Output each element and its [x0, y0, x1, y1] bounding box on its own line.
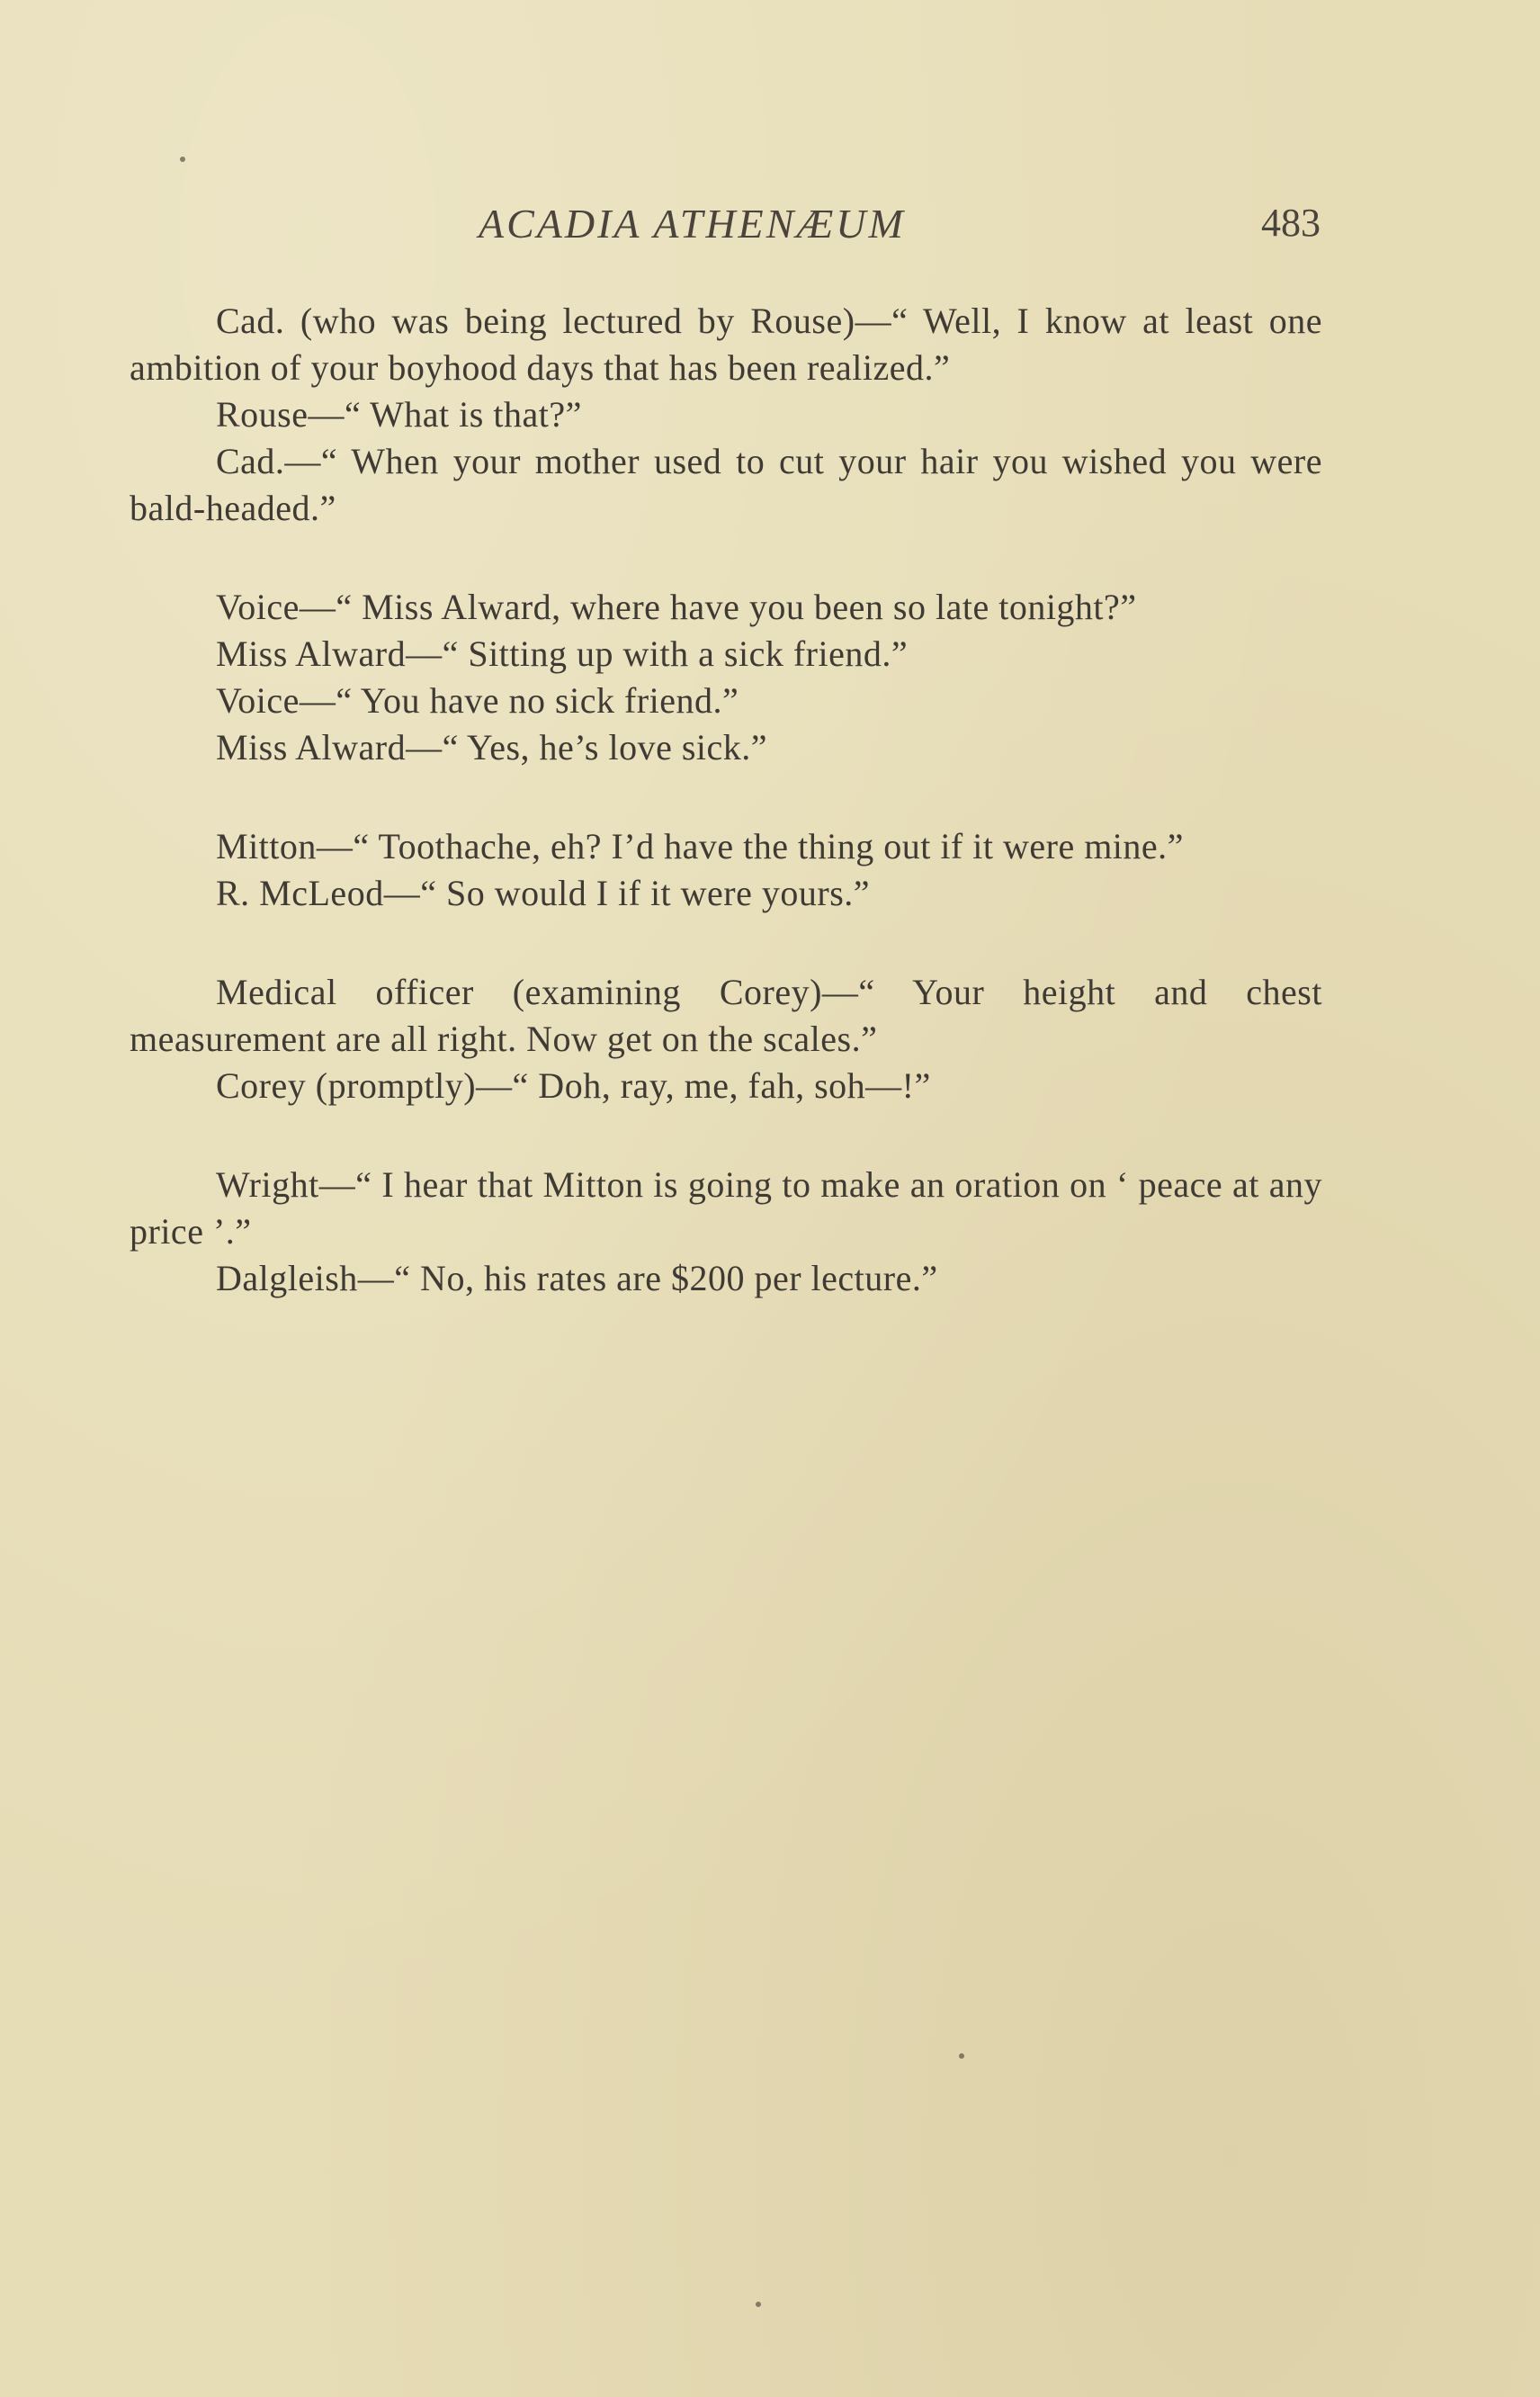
- paragraph-voice-late: Voice—“ Miss Alward, where have you been so late tonight?”: [216, 587, 1137, 627]
- paragraph-wright-oration: Wright—“ I hear that Mitton is going to make an oration on ‘ peace at any price ’.”: [130, 1164, 1322, 1252]
- paragraph-cad-bald: Cad.—“ When your mother used to cut your hair you wished you were bald-headed.”: [130, 441, 1322, 528]
- paragraph-corey-reply: Corey (promptly)—“ Doh, ray, me, fah, soh—!”: [216, 1065, 931, 1106]
- journal-title: ACADIA ATHENÆUM: [479, 201, 906, 247]
- page-body: [130, 298, 1322, 1302]
- paragraph-alward-love-sick: Miss Alward—“ Yes, he’s love sick.”: [216, 727, 768, 768]
- paragraph-medical-officer: Medical officer (examining Corey)—“ Your height and chest measurement are all right. Now get on the scales.”: [130, 972, 1322, 1059]
- paragraph-cad-ambition: Cad. (who was being lectured by Rouse)—“ Well, I know at least one ambition of your boyhood days that has been realized.”: [130, 301, 1322, 388]
- running-head: [0, 200, 1540, 263]
- page-number: 483: [1261, 201, 1321, 245]
- paragraph-alward-sick-friend: Miss Alward—“ Sitting up with a sick friend.”: [216, 633, 909, 674]
- paragraph-dalgleish-reply: Dalgleish—“ No, his rates are $200 per lecture.”: [216, 1258, 938, 1298]
- paper-speck: [180, 157, 185, 162]
- paragraph-voice-no-friend: Voice—“ You have no sick friend.”: [216, 680, 739, 721]
- paragraph-mcleod-reply: R. McLeod—“ So would I if it were yours.”: [216, 873, 871, 913]
- paper-speck: [959, 2053, 964, 2059]
- paragraph-mitton-toothache: Mitton—“ Toothache, eh? I’d have the thing out if it were mine.”: [216, 826, 1184, 866]
- paper-speck: [756, 2302, 761, 2307]
- paragraph-rouse-question: Rouse—“ What is that?”: [216, 394, 582, 435]
